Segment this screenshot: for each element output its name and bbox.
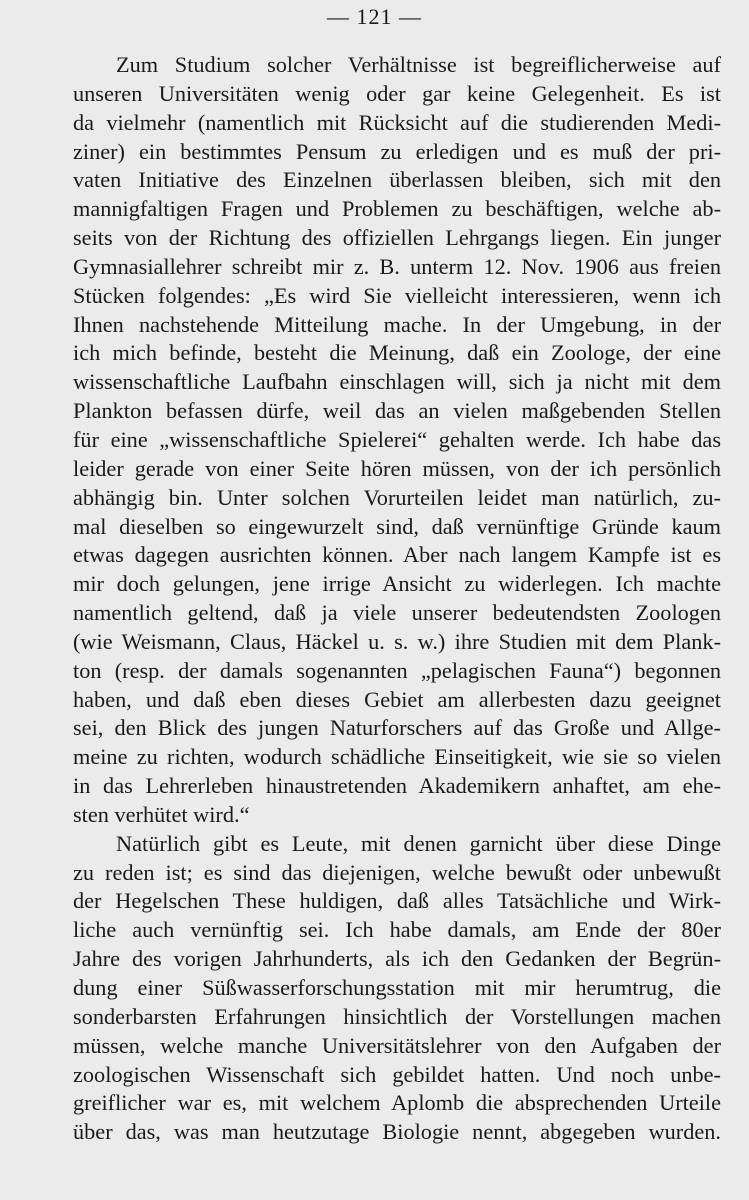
text-line: ziner) ein bestimmtes Pensum zu erledigen und es muß der pri-	[73, 138, 721, 164]
text-line: wissenschaftliche Laufbahn einschlagen will, sich ja nicht mit dem	[73, 369, 721, 395]
text-line: haben, und daß eben dieses Gebiet am allerbesten dazu geeignet	[73, 686, 721, 712]
text-line: Zum Studium solcher Verhältnisse ist begreiflicherweise auf	[116, 52, 721, 77]
text-line: für eine „wissenschaftliche Spielerei“ gehalten werde. Ich habe das	[73, 426, 721, 452]
text-line: meine zu richten, wodurch schädliche Einseitigkeit, wie sie so vielen	[73, 744, 721, 770]
body-text	[73, 51, 721, 1147]
text-line: abhängig bin. Unter solchen Vorurteilen leidet man natürlich, zu-	[73, 484, 721, 510]
text-line: sten verhütet wird.“	[73, 801, 250, 827]
paragraph-2	[73, 830, 721, 1147]
text-line: Gymnasiallehrer schreibt mir z. B. unterm 12. Nov. 1906 aus freien	[73, 253, 721, 279]
text-line: (wie Weismann, Claus, Häckel u. s. w.) ihre Studien mit dem Plank-	[73, 628, 721, 654]
text-line: ich mich befinde, besteht die Meinung, daß ein Zoologe, der eine	[73, 340, 721, 366]
text-line: in das Lehrerleben hinaustretenden Akademikern anhaftet, am ehe-	[73, 773, 721, 799]
text-line: leider gerade von einer Seite hören müssen, von der ich persönlich	[73, 455, 721, 481]
text-line: da vielmehr (namentlich mit Rücksicht auf die studierenden Medi-	[73, 109, 721, 135]
page-number: — 121 —	[327, 4, 422, 29]
text-line: sonderbarsten Erfahrungen hinsichtlich der Vorstellungen machen	[73, 1003, 721, 1029]
text-line: namentlich geltend, daß ja viele unserer bedeutendsten Zoologen	[73, 600, 721, 626]
text-line: ton (resp. der damals sogenannten „pelagischen Fauna“) begonnen	[73, 657, 721, 683]
text-line: müssen, welche manche Universitätslehrer von den Aufgaben der	[73, 1032, 721, 1058]
text-line: Jahre des vorigen Jahrhunderts, als ich den Gedanken der Begrün-	[73, 946, 721, 972]
text-line: zu reden ist; es sind das diejenigen, welche bewußt oder unbewußt	[73, 859, 721, 885]
text-line: unseren Universitäten wenig oder gar keine Gelegenheit. Es ist	[73, 80, 721, 106]
text-line: sei, den Blick des jungen Naturforschers auf das Große und Allge-	[73, 715, 721, 741]
paragraph-1	[73, 51, 721, 830]
text-line: Natürlich gibt es Leute, mit denen garnicht über diese Dinge	[116, 830, 721, 856]
text-line: seits von der Richtung des offiziellen Lehrgangs liegen. Ein junger	[73, 225, 721, 251]
text-line: über das, was man heutzutage Biologie nennt, abgegeben wurden.	[73, 1119, 721, 1145]
text-line: mir doch gelungen, jene irrige Ansicht zu widerlegen. Ich machte	[73, 571, 721, 597]
text-line: etwas dagegen ausrichten können. Aber nach langem Kampfe ist es	[73, 542, 721, 568]
text-line: Plankton befassen dürfe, weil das an vielen maßgebenden Stellen	[73, 398, 721, 424]
text-line: mannigfaltigen Fragen und Problemen zu beschäftigen, welche ab-	[73, 196, 721, 222]
text-line: greiflicher war es, mit welchem Aplomb die absprechenden Urteile	[73, 1090, 721, 1116]
text-line: zoologischen Wissenschaft sich gebildet hatten. Und noch unbe-	[73, 1061, 721, 1087]
text-line: mal dieselben so eingewurzelt sind, daß vernünftige Gründe kaum	[73, 513, 721, 539]
text-line: Ihnen nachstehende Mitteilung mache. In der Umgebung, in der	[73, 311, 721, 337]
text-line: vaten Initiative des Einzelnen überlassen bleiben, sich mit den	[73, 167, 721, 193]
text-line: Stücken folgendes: „Es wird Sie vielleicht interessieren, wenn ich	[73, 282, 721, 308]
text-line: der Hegelschen These huldigen, daß alles Tatsächliche und Wirk-	[73, 888, 721, 914]
text-line: liche auch vernünftig sei. Ich habe damals, am Ende der 80er	[73, 917, 721, 943]
text-line: dung einer Süßwasserforschungsstation mit mir herumtrug, die	[73, 975, 721, 1000]
